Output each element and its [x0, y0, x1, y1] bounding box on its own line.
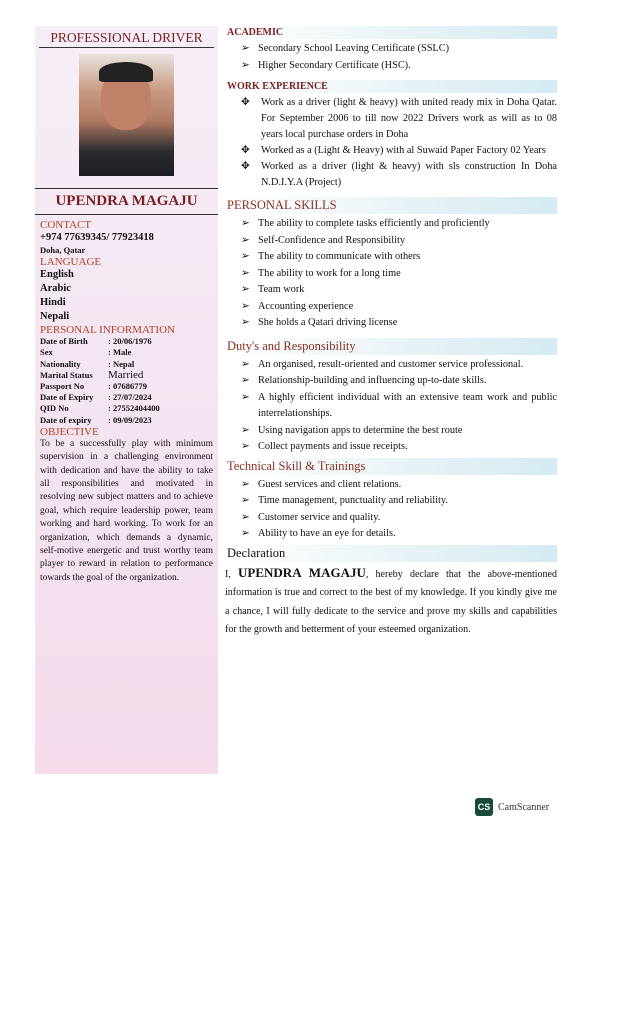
bullet-icon: ✥ — [241, 145, 250, 156]
list-item-text: Work as a driver (light & heavy) with united ready mix in Doha Qatar. For September 2006 to till now 2022 Drivers work as will as to 08 years local purchase orders in Doha — [261, 97, 557, 140]
list-item-text: Using navigation apps to determine the best route — [258, 424, 463, 436]
objective-heading: OBJECTIVE — [40, 425, 99, 438]
bullet-icon: ➢ — [241, 317, 250, 328]
list-item — [241, 390, 557, 423]
list-item-text: Accounting experience — [258, 300, 354, 312]
list-item-text: An organised, result-oriented and customer service professional. — [258, 358, 524, 370]
list-item — [241, 58, 557, 75]
bullet-icon: ➢ — [241, 218, 250, 229]
list-item — [241, 95, 557, 143]
list-item — [241, 423, 557, 440]
list-item-text: She holds a Qatari driving license — [258, 317, 398, 328]
bullet-icon: ➢ — [241, 300, 250, 312]
info-label: Date of Expiry — [40, 392, 94, 403]
skills-heading: PERSONAL SKILLS — [225, 197, 557, 214]
bullet-icon: ➢ — [241, 511, 250, 523]
objective-text: To be a successfully play with minimum supervision in a challenging environment with dedication and have the ability to take all responsibilities and motivated in resolving new subject matters and to achieve goal, which require leadership power, team working and hard working. To work for an organization, which demands a dynamic, self-motive energetic and trust worthy team player to reward in relation to performance towards the goal of the organization. — [40, 438, 213, 583]
academic-heading: ACADEMIC — [225, 26, 557, 39]
info-label: Marital Status — [40, 369, 93, 380]
list-item-text: The ability to communicate with others — [258, 251, 421, 262]
list-item-text: Customer service and quality. — [258, 511, 381, 523]
bullet-icon: ➢ — [241, 358, 250, 370]
language-heading: LANGUAGE — [40, 256, 102, 269]
bullet-icon: ✥ — [241, 161, 250, 172]
info-label: Date of expiry — [40, 414, 92, 425]
duty-heading: Duty's and Responsibility — [225, 338, 557, 355]
info-label: Date of Birth — [40, 336, 88, 347]
list-item-text: Higher Secondary Certificate (HSC). — [258, 59, 411, 71]
list-item-text: A highly efficient individual with an extensive team work and public interrelationships. — [258, 391, 557, 419]
list-item-text: Worked as a driver (light & heavy) with sls construction In Doha N.D.I.Y.A (Project) — [261, 161, 557, 188]
list-item — [241, 526, 557, 543]
bullet-icon: ➢ — [241, 391, 250, 403]
bullet-icon: ➢ — [241, 424, 250, 436]
personal-info-row — [40, 415, 213, 426]
bullet-icon: ➢ — [241, 375, 250, 386]
info-label: Passport No — [40, 381, 85, 392]
list-item — [241, 159, 557, 191]
info-value: : 09/09/2023 — [108, 414, 152, 425]
personal-info-row — [40, 381, 213, 392]
camscanner-logo-icon: CS — [475, 798, 493, 816]
list-item-text: Self-Confidence and Responsibility — [258, 234, 405, 246]
right-column — [225, 26, 557, 640]
camscanner-watermark: CS CamScanner — [475, 798, 549, 816]
list-item-text: Worked as a (Light & Heavy) with al Suwaid Paper Factory 02 Years — [261, 145, 546, 156]
list-item-text: Time management, punctuality and reliability. — [258, 495, 448, 506]
list-item — [241, 477, 557, 494]
list-item — [241, 315, 557, 332]
list-item — [241, 143, 557, 159]
left-column — [35, 26, 218, 774]
list-item — [241, 299, 557, 316]
list-item — [241, 216, 557, 233]
tech-heading: Technical Skill & Trainings — [225, 458, 557, 475]
declaration-text: I, UPENDRA MAGAJU, hereby declare that the above-mentioned information is true and correct to the best of my knowledge. If you kindly give me a chance, I will fully dedicate to the service and prove my skills and capabilities for the growth and betterment of your esteemed organization. — [225, 564, 557, 635]
info-value: : 27/07/2024 — [108, 392, 152, 403]
list-item-text: Team work — [258, 284, 305, 295]
language-item: Hindi — [40, 297, 66, 309]
candidate-name: UPENDRA MAGAJU — [35, 188, 218, 215]
list-item — [241, 282, 557, 299]
info-value: : Male — [108, 347, 132, 358]
declaration-name: UPENDRA MAGAJU — [238, 564, 366, 580]
info-value: Married — [108, 368, 144, 381]
location: Doha, Qatar — [40, 245, 86, 255]
job-title: PROFESSIONAL DRIVER — [39, 30, 214, 48]
list-item — [241, 357, 557, 374]
list-item-text: Guest services and client relations. — [258, 478, 402, 490]
info-value: : 20/06/1976 — [108, 336, 152, 347]
bullet-icon: ✥ — [241, 97, 250, 108]
language-item: English — [40, 269, 74, 281]
bullet-icon: ➢ — [241, 495, 250, 506]
list-item-text: The ability to complete tasks efficiently and proficiently — [258, 218, 490, 229]
bullet-icon: ➢ — [241, 441, 250, 452]
language-item: Nepali — [40, 311, 70, 323]
declaration-heading: Declaration — [225, 545, 557, 562]
bullet-icon: ➢ — [241, 478, 250, 490]
list-item-text: Ability to have an eye for details. — [258, 528, 396, 539]
list-item — [241, 249, 557, 266]
bullet-icon: ➢ — [241, 284, 250, 295]
personal-info-row — [40, 403, 213, 414]
info-label: Sex — [40, 347, 53, 358]
contact-heading: CONTACT — [40, 219, 92, 231]
profile-photo — [79, 54, 174, 176]
list-item — [241, 233, 557, 250]
bullet-icon: ➢ — [241, 43, 250, 54]
language-item: Arabic — [40, 283, 71, 295]
personal-info-row — [40, 392, 213, 403]
personal-info-row — [40, 347, 213, 358]
list-item — [241, 510, 557, 527]
list-item — [241, 41, 557, 58]
list-item — [241, 493, 557, 510]
list-item — [241, 266, 557, 283]
info-label: Nationality — [40, 358, 81, 369]
bullet-icon: ➢ — [241, 528, 250, 539]
list-item — [241, 373, 557, 390]
info-value: : Nepal — [108, 358, 135, 369]
bullet-icon: ➢ — [241, 267, 250, 279]
list-item-text: Collect payments and issue receipts. — [258, 441, 408, 452]
phone: +974 77639345/ 77923418 — [40, 232, 154, 243]
personal-info-row — [40, 370, 213, 381]
info-value: : 07686779 — [108, 381, 147, 392]
list-item-text: Secondary School Leaving Certificate (SSLC) — [258, 43, 450, 54]
bullet-icon: ➢ — [241, 59, 250, 71]
bullet-icon: ➢ — [241, 251, 250, 262]
personal-info-row — [40, 336, 213, 347]
personal-heading: PERSONAL INFORMATION — [40, 324, 175, 337]
info-label: QID No — [40, 403, 69, 414]
list-item-text: The ability to work for a long time — [258, 267, 401, 279]
list-item — [241, 439, 557, 456]
work-heading: WORK EXPERIENCE — [225, 80, 557, 93]
list-item-text: Relationship-building and influencing up-to-date skills. — [258, 375, 487, 386]
info-value: : 27552404400 — [108, 403, 160, 414]
bullet-icon: ➢ — [241, 234, 250, 246]
